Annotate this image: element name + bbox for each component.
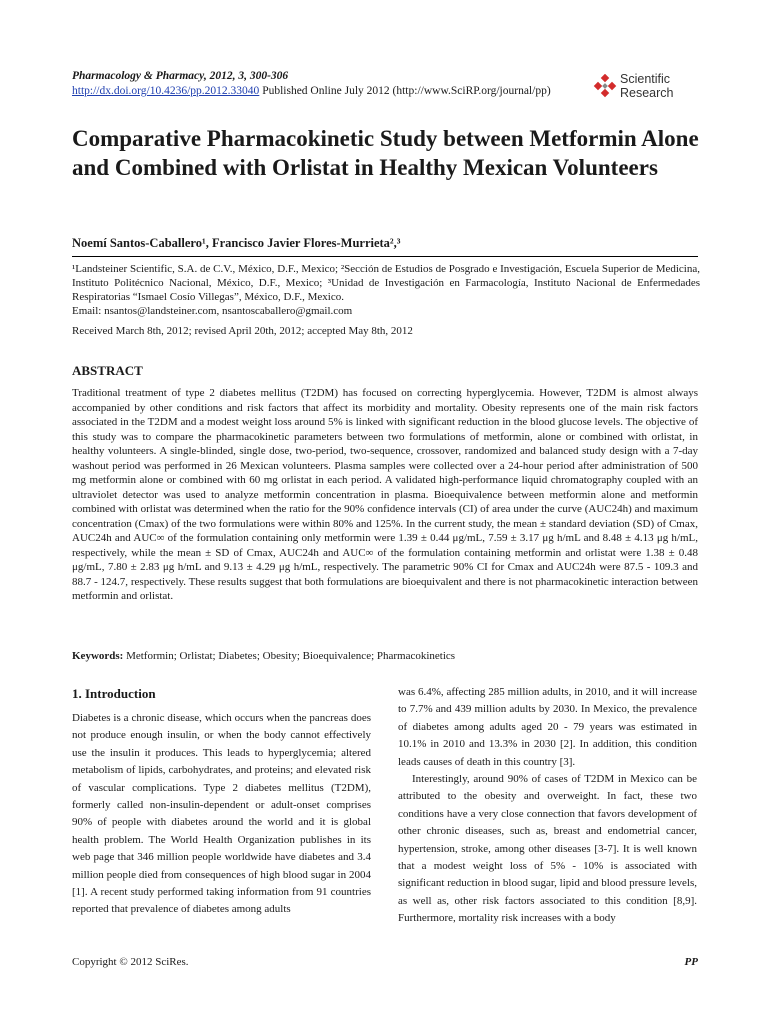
abstract-text: Traditional treatment of type 2 diabetes mellitus (T2DM) has focused on correcting hyperglycemia. However, T2DM is almost always accompanied by other conditions and risk factors that affect its morbidity and mortality. Obesity represents one of the main risk factors associated in the T2DM and a modest weight loss around 5% is linked with significant reduction in the blood glucose levels. The objective of this study was to compare the pharmacokinetic parameters between two formulations of metformin, alone or combined with orlistat, in healthy volunteers. A single-blinded, single dose, two-period, two-sequence, crossover, randomized and balanced study design with a 7-day washout period was performed in 26 Mexican volunteers. Plasma samples were collected over a 24-hour period after administration of 500 mg metformin alone or combined with 60 mg orlistat in each period. A validated high-performance liquid chromatography coupled with an ultraviolet detector was used to analyze metformin concentration in plasma. Bioequivalence between metformin alone and metformin combined with orlistat was determined when the ratio for the 90% confidence intervals (CI) of area under the curve (AUC24h) and maximum concentration (Cmax) of the two formulations were within 80% and 125%. In the current study, the mean ± standard deviation (SD) of Cmax, AUC24h and AUC∞ of the formulation containing only metformin were 1.39 ± 0.44 μg/mL, 7.59 ± 3.17 μg h/mL and 8.48 ± 4.13 μg h/mL, respectively, while the mean ± SD of Cmax, AUC24h and AUC∞ of the formulation containing metformin and orlistat were 1.38 ± 0.48 μg/mL, 7.80 ± 2.83 μg h/mL and 9.13 ± 4.29 μg h/mL, respectively. The parametric 90% CI for Cmax and AUC24h were 87.5 - 109.3 and 88.7 - 124.7, respectively. These results suggest that both formulations are bioequivalent and there is not pharmacokinetic interaction between metformin and orlistat. [72,387,698,602]
journal-abbr: PP [684,956,698,968]
logo-text-line1: Scientific [620,72,671,86]
journal-citation-line [72,69,551,84]
keywords: Metformin; Orlistat; Diabetes; Obesity; Bioequivalence; Pharmacokinetics [123,650,456,662]
divider [72,256,698,257]
paragraph: Diabetes is a chronic disease, which occurs when the pancreas does not produce enough insulin, or when the body cannot effectively use the insulin it produces. This leads to hyperglycemia; altered metabolism of lipids, carbohydrates, and proteins; and elevated risk of vascular complications. Type 2 diabetes mellitus (T2DM), formerly called non-insulin-dependent or adult-onset comprises 90% of people with diabetes around the world and it is global health problem. The World Health Organization publishes in its web page that 346 million people worldwide have diabetes and 3.4 million people died from consequences of high blood sugar in 2004 [1]. A recent study performed taking information from 91 countries reported that prevalence of diabetes among adults [72,712,371,916]
publisher-logo [592,68,712,102]
abstract-heading: ABSTRACT [72,363,143,378]
scientific-research-logo-icon [592,74,618,100]
journal-volume: , 2012, 3, 300-306 [203,70,289,82]
authors: Noemí Santos-Caballero¹, Francisco Javier Flores-Murrieta²,³ [72,236,401,250]
keywords-line [72,650,698,662]
page-footer [72,956,698,968]
keywords-label: Keywords: [72,650,124,662]
doi-link[interactable]: http://dx.doi.org/10.4236/pp.2012.33040 [72,85,260,97]
paragraph: was 6.4%, affecting 285 million adults, in 2010, and it will increase to 7.7% and 439 million adults by 2030. In Mexico, the prevalence of diabetes among adults aged 20 - 79 years was estimated in 10.1% in 2010 and 13.3% in 2030 [2]. In addition, this condition leads causes of death in this country [3]. [398,686,697,768]
affiliations-block [72,262,700,318]
copyright: Copyright © 2012 SciRes. [72,956,189,968]
doi-line [72,84,551,99]
email: Email: nsantos@landsteiner.com, nsantoscaballero@gmail.com [72,305,353,317]
received-dates: Received March 8th, 2012; revised April 20th, 2012; accepted May 8th, 2012 [72,325,413,337]
intro-heading: 1. Introduction [72,686,156,701]
right-column [398,684,697,928]
journal-header [72,69,551,99]
logo-text-line2: Research [620,86,674,100]
paragraph: Interestingly, around 90% of cases of T2DM in Mexico can be attributed to the obesity and overweight. In fact, these two conditions have a very close connection that favors development of other chronic diseases, such as, breast and endometrial cancer, hypertension, stroke, among other diseases [3-7]. It is well known that a modest weight loss of 5% - 10% is associated with significant reduction in blood sugar, lipid and blood pressure levels, as well as, other risk factors associated to this condition [8,9]. Furthermore, mortality risk increases with a body [398,773,697,925]
journal-name: Pharmacology & Pharmacy [72,70,204,82]
left-column [72,710,371,919]
paper-title: Comparative Pharmacokinetic Study between Metformin Alone and Combined with Orlistat in Healthy Mexican Volunteers [72,126,699,180]
published-online: Published Online July 2012 (http://www.SciRP.org/journal/pp) [259,85,551,97]
affiliations: ¹Landsteiner Scientific, S.A. de C.V., México, D.F., Mexico; ²Sección de Estudios de Posgrado e Investigación, Escuela Superior de Medicina, Instituto Politécnico Nacional, México, D.F., Mexico; ³Unidad de Investigación en Farmacología, Instituto Nacional de Enfermedades Respiratorias “Ismael Cosío Villegas”, México, D.F., Mexico. [72,263,700,303]
